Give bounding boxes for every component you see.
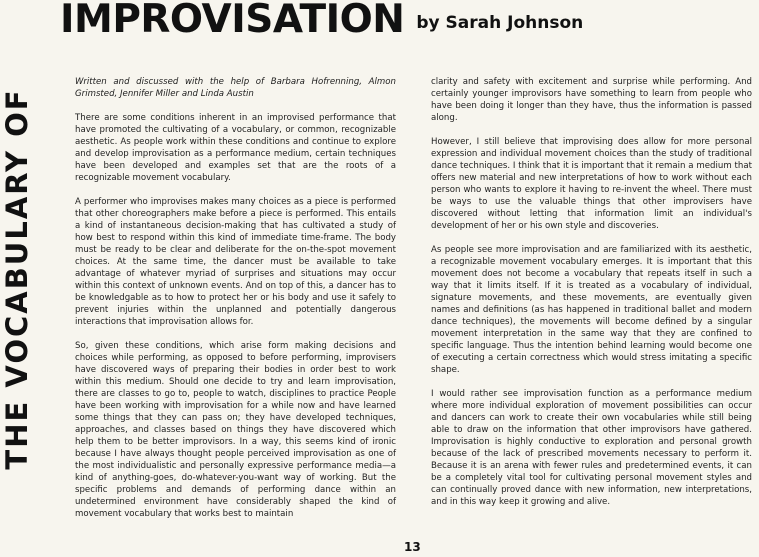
left-column	[75, 76, 396, 532]
credits-note: Written and discussed with the help of Barbara Hofrenning, Almon Grimsted, Jennifer Miller and Linda Austin	[75, 77, 396, 99]
right-column	[431, 76, 752, 520]
paragraph: clarity and safety with excitement and surprise while performing. And certainly younger improvisors have something to learn from people who have been doing it longer than they have, thus the information is passed along.	[431, 77, 752, 123]
paragraph: I would rather see improvisation function as a performance medium where more individual exploration of movement possibilities can occur and dancers can work to create their own vocabularies while still being able to draw on the information that other improvisors have gathered. Improvisation is highly conductive to exploration and personal growth because of the lack of prescribed movements necessary to perform it. Because it is an arena with fewer rules and predetermined events, it can be a completely vital tool for cultivating personal movement styles and can continually proved dance with new information, new interpretations, and in this way keep it growing and alive.	[431, 389, 752, 507]
side-title: THE VOCABULARY OF	[0, 88, 34, 470]
paragraph: As people see more improvisation and are familiarized with its aesthetic, a recognizable movement vocabulary emerges. It is important that this movement does not become a vocabulary that repeats itself in such a way that it limits itself. If it is treated as a vocabulary of individual, signature movements, and these movements, are eventually given names and definitions (as has happened in traditional ballet and modern dance techniques), the movements will become defined by a singular movement interpretation in the same way that they are confined to specific language. Thus the intention behind learning would become one of executing a certain correctness which would stress imitating a specific shape.	[431, 245, 752, 375]
article-header	[60, 0, 759, 44]
paragraph: So, given these conditions, which arise form making decisions and choices while performing, as opposed to before performing, improvisers have discovered ways of preparing their bodies in order best to work within this medium. Should one decide to try and learn improvisation, there are classes to go to, people to watch, disciplines to practice People have been working with improvisation for a while now and have learned some things that they can pass on; they have developed techniques, approaches, and classes based on things they have discovered which help them to be better improvisors. In a way, this seems kind of ironic because I have always thought people perceived improvisation as one of the most individualistic and personally expressive performance media—a kind of anything-goes, do-whatever-you-want way of working. But the specific problems and demands of performing dance within an undetermined environment have considerably shaped the kind of movement vocabulary that works best to maintain	[75, 341, 396, 519]
page-number: 13	[404, 540, 421, 554]
paragraph: There are some conditions inherent in an improvised performance that have promoted the cultivating of a vocabulary, or common, recognizable aesthetic. As people work within these conditions and continue to explore and develop improvisation as a performance medium, certain techniques have been developed and examples set that are the roots of a recognizable movement vocabulary.	[75, 113, 396, 183]
paragraph: A performer who improvises makes many choices as a piece is performed that other choreographers make before a piece is performed. This entails a kind of instantaneous decision-making that has cultivated a study of how best to respond within this kind of immediate time-frame. The body must be ready to be clear and deliberate for the on-the-spot movement choices. At the same time, the dancer must be available to take advantage of whatever myriad of surprises and situations may occur within this context of unknown events. And on top of this, a dancer has to be knowledgable as to how to protect her or his body and use it safely to prevent injuries within the unplanned and potentially dangerous interactions that improvisation allows for.	[75, 197, 396, 327]
article-title: IMPROVISATION	[60, 0, 405, 42]
paragraph: However, I still believe that improvising does allow for more personal expression and individual movement choices than the study of traditional dance techniques. I think that it is important that it remain a medium that offers new material and new interpretations of how to work without each person who wants to explore it having to re-invent the wheel. There must be ways to use the valuable things that other improvisers have discovered without letting that information limit an individual's development of her or his own style and discoveries.	[431, 137, 752, 231]
author-byline: by Sarah Johnson	[416, 13, 584, 33]
